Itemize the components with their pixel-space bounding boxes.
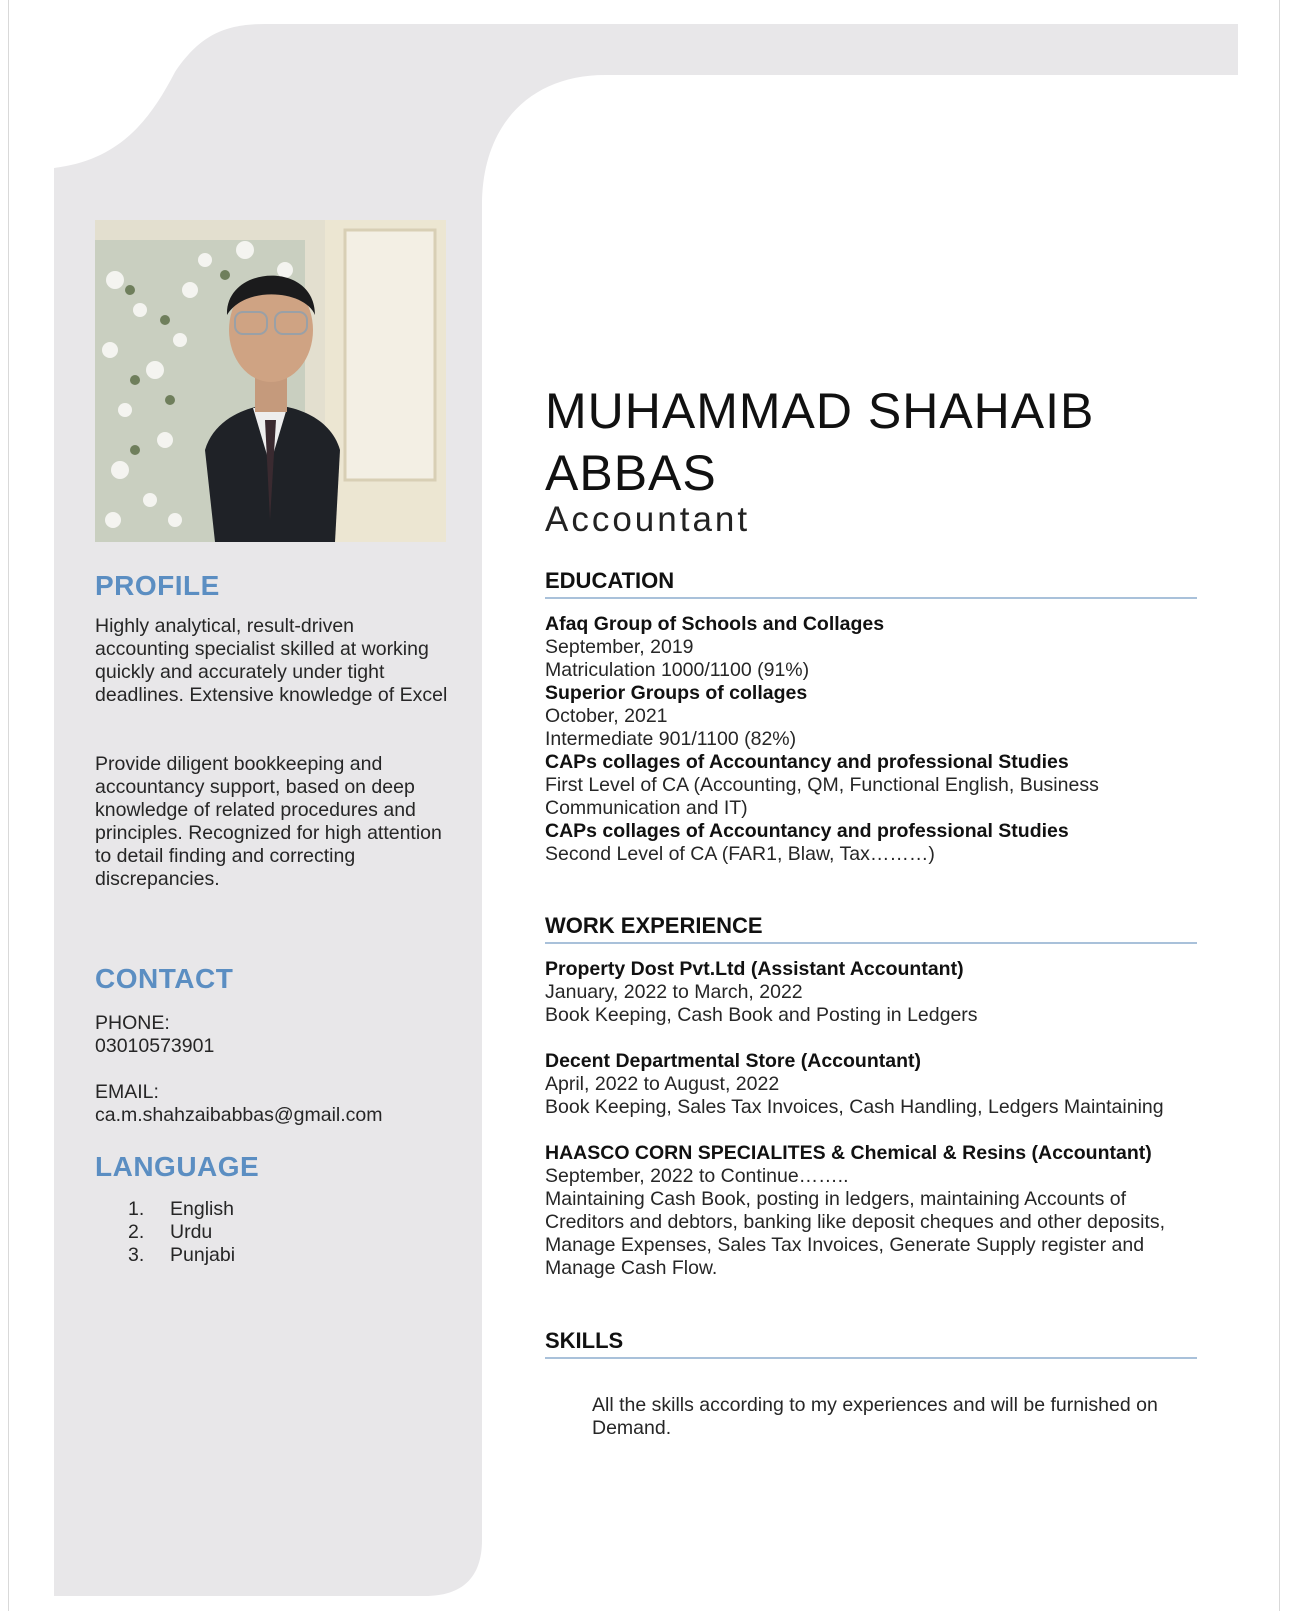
profile-photo-icon	[95, 220, 446, 542]
language-list	[128, 1198, 235, 1267]
language-number: 2.	[128, 1221, 145, 1243]
education-school: CAPs collages of Accountancy and professional Studies	[545, 751, 1069, 773]
education-detail: Matriculation 1000/1100 (91%)	[545, 659, 810, 681]
language-label: Urdu	[170, 1221, 213, 1243]
language-item	[128, 1198, 235, 1221]
work-role: Property Dost Pvt.Ltd (Assistant Accountant)	[545, 958, 964, 980]
contact-heading: CONTACT	[95, 963, 234, 994]
work-experience-heading: WORK EXPERIENCE	[545, 913, 1197, 944]
work-date: January, 2022 to March, 2022	[545, 981, 803, 1003]
education-list	[545, 613, 1195, 866]
profile-photo	[95, 220, 446, 542]
work-experience-list	[545, 958, 1195, 1280]
language-item	[128, 1244, 235, 1267]
language-label: English	[170, 1198, 234, 1220]
work-role: HAASCO CORN SPECIALITES & Chemical & Resins (Accountant)	[545, 1142, 1152, 1164]
education-school: Superior Groups of collages	[545, 682, 808, 704]
profile-details: Provide diligent bookkeeping and accountancy support, based on deep knowledge of related procedures and principles. Recognized for high attention to detail finding and correcting discrepancies.	[95, 753, 442, 890]
education-date: October, 2021	[545, 705, 668, 727]
education-detail: Second Level of CA (FAR1, Blaw, Tax………)	[545, 843, 935, 865]
profile-summary: Highly analytical, result-driven accounting specialist skilled at working quickly and accurately under tight deadlines. Extensive knowledge of Excel	[95, 615, 448, 706]
work-detail: Book Keeping, Sales Tax Invoices, Cash Handling, Ledgers Maintaining	[545, 1096, 1164, 1118]
work-role: Decent Departmental Store (Accountant)	[545, 1050, 921, 1072]
education-school: Afaq Group of Schools and Collages	[545, 613, 885, 635]
education-detail: First Level of CA (Accounting, QM, Functional English, Business Communication and IT)	[545, 774, 1099, 819]
job-title: Accountant	[545, 500, 751, 539]
profile-heading: PROFILE	[95, 570, 220, 601]
email-value[interactable]: ca.m.shahzaibabbas@gmail.com	[95, 1104, 383, 1126]
education-date: September, 2019	[545, 636, 694, 658]
language-number: 1.	[128, 1198, 145, 1220]
email-label: EMAIL:	[95, 1081, 159, 1103]
work-date: April, 2022 to August, 2022	[545, 1073, 780, 1095]
language-label: Punjabi	[170, 1244, 236, 1266]
education-heading: EDUCATION	[545, 568, 1197, 599]
language-number: 3.	[128, 1244, 145, 1266]
phone-value[interactable]: 03010573901	[95, 1035, 215, 1057]
candidate-name: MUHAMMAD SHAHAIB ABBAS	[545, 383, 1095, 501]
phone-label: PHONE:	[95, 1012, 170, 1034]
work-detail: Maintaining Cash Book, posting in ledgers, maintaining Accounts of Creditors and debtors, banking like deposit cheques and other deposits, Manage Expenses, Sales Tax Invoices, Generate Supply register and Manage Cash Flow.	[545, 1188, 1166, 1279]
education-school: CAPs collages of Accountancy and professional Studies	[545, 820, 1069, 842]
skills-heading: SKILLS	[545, 1328, 1197, 1359]
work-detail: Book Keeping, Cash Book and Posting in Ledgers	[545, 1004, 978, 1026]
education-detail: Intermediate 901/1100 (82%)	[545, 728, 797, 750]
language-item	[128, 1221, 235, 1244]
work-date: September, 2022 to Continue……..	[545, 1165, 849, 1187]
skills-text: All the skills according to my experiences and will be furnished on Demand.	[592, 1394, 1158, 1439]
language-heading: LANGUAGE	[95, 1151, 260, 1182]
